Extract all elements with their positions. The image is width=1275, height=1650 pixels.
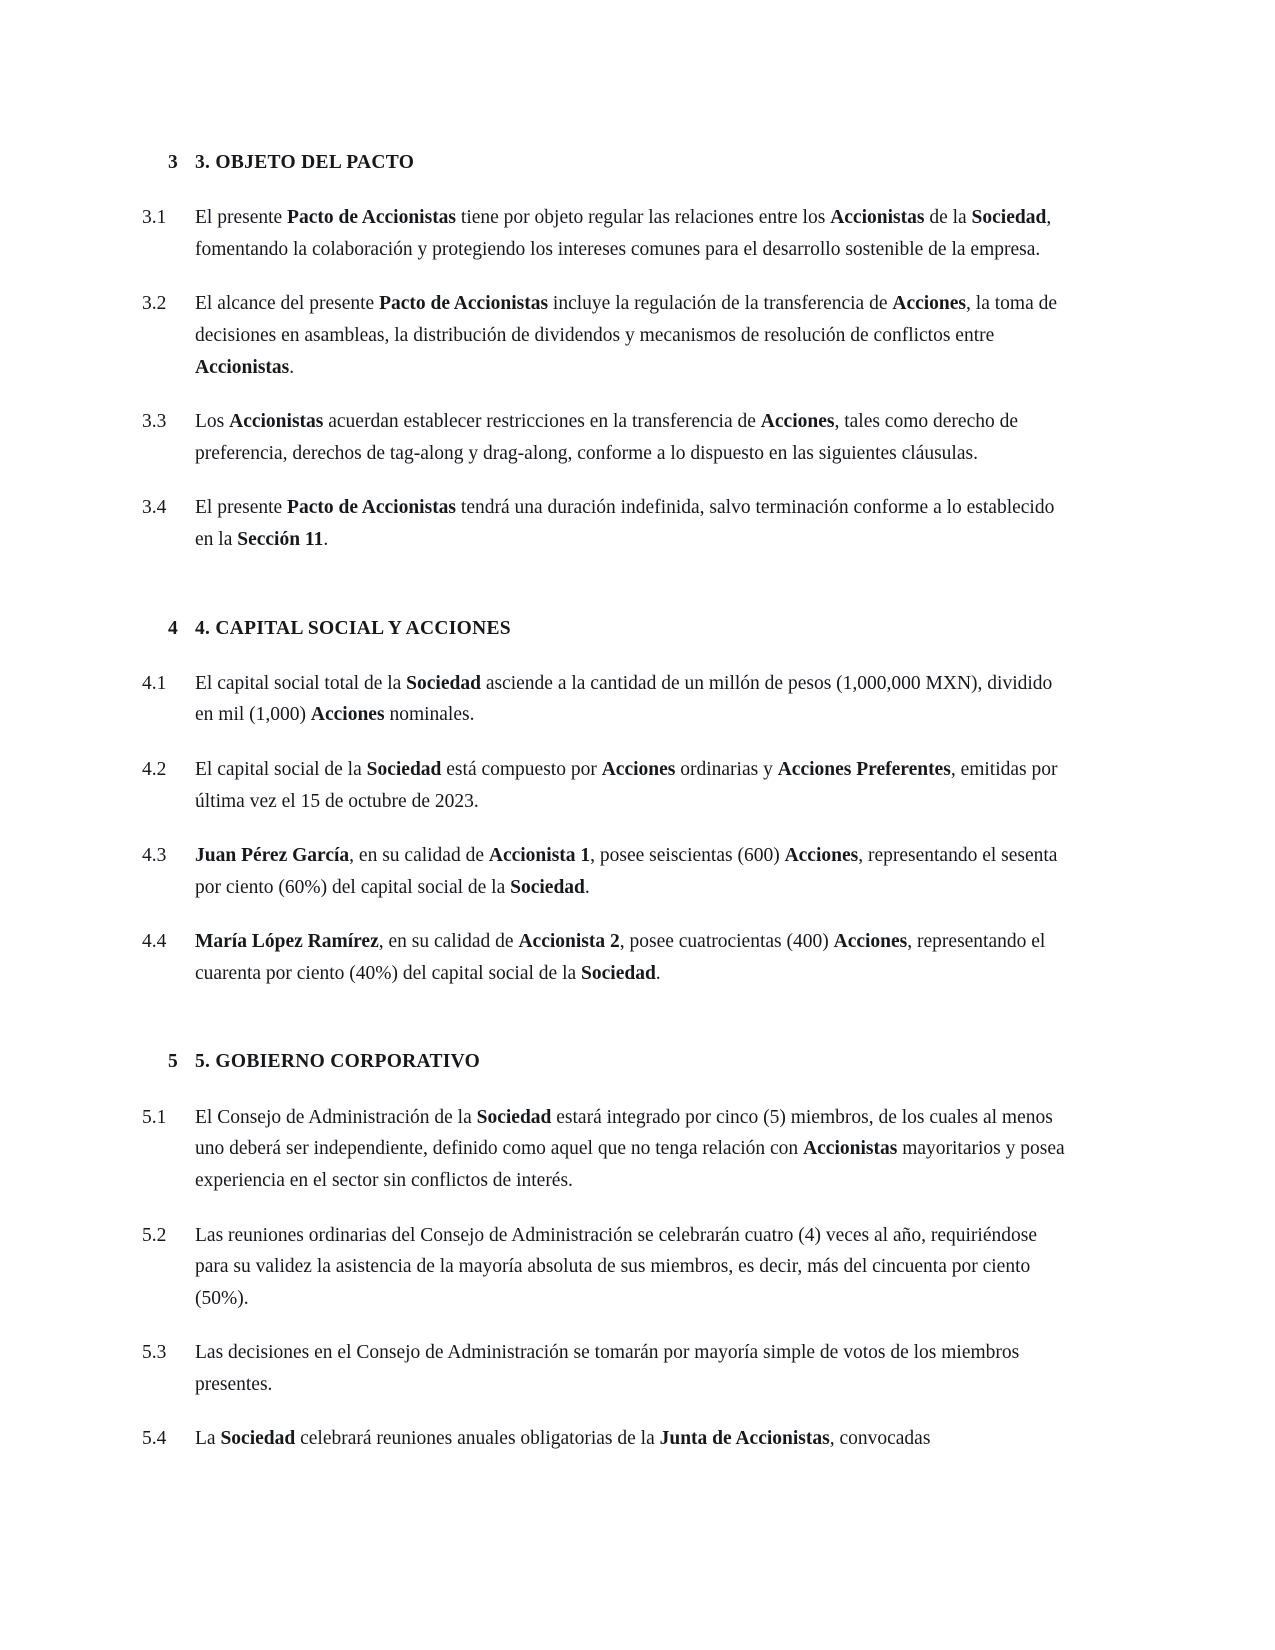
document-body [142, 150, 1075, 1455]
clause-text [195, 1220, 1075, 1315]
text-run: El capital social total de la [195, 672, 407, 694]
text-run: El alcance del presente [195, 293, 380, 315]
emphasis-term: Acciones [760, 411, 835, 433]
text-run: de la [924, 207, 972, 229]
text-run: nominales. [384, 704, 475, 726]
clause-number: 5.2 [142, 1224, 167, 1246]
text-run: estará integrado por cinco (5) miembros, de los cuales al menos uno deberá ser independiente, definido como aquel que no tenga relación con [195, 1106, 1053, 1160]
text-run: El presente [195, 207, 288, 229]
text-run: tiene por objeto regular las relaciones entre los [456, 207, 831, 229]
clause-number: 4.3 [142, 845, 167, 867]
clause-text [195, 668, 1075, 731]
emphasis-term: Sección 11 [237, 528, 324, 550]
text-run: incluye la regulación de la transferencia de [548, 293, 893, 315]
emphasis-term: Pacto de Accionistas [379, 293, 549, 315]
emphasis-term: María López Ramírez [195, 931, 379, 953]
emphasis-term: Juan Pérez García [195, 845, 350, 867]
section-title: 3. OBJETO DEL PACTO [195, 152, 415, 173]
emphasis-term: Acciones [892, 293, 967, 315]
document-section [142, 1049, 1075, 1455]
emphasis-term: Acciones [833, 931, 908, 953]
clause [142, 1102, 1075, 1197]
text-run: El capital social de la [195, 758, 367, 780]
emphasis-term: Sociedad [510, 876, 585, 898]
text-run: , en su calidad de [378, 931, 519, 953]
section-number: 5 [168, 1051, 178, 1073]
text-run: ordinarias y [675, 758, 778, 780]
emphasis-term: Sociedad [220, 1428, 296, 1450]
clause-number: 3.3 [142, 411, 167, 433]
text-run: , representando el sesenta por ciento (60%) del capital social de la [195, 845, 1058, 898]
section-number: 3 [168, 152, 178, 173]
emphasis-term: Sociedad [476, 1106, 552, 1128]
emphasis-term: Accionistas [830, 207, 925, 229]
text-run: , posee seiscientas (600) [590, 845, 785, 867]
text-run: Las decisiones en el Consejo de Administración se tomarán por mayoría simple de votos de los miembros presentes. [195, 1342, 1020, 1395]
clause-number: 3.1 [142, 207, 167, 229]
emphasis-term: Acciones Preferentes [777, 758, 951, 780]
clause-number: 3.2 [142, 293, 167, 315]
clause-text [195, 492, 1075, 555]
section-heading [142, 1049, 1075, 1075]
text-run: tendrá una duración indefinida, salvo terminación conforme a lo establecido en la [195, 497, 1055, 550]
emphasis-term: Pacto de Accionistas [287, 497, 457, 519]
text-run: está compuesto por [441, 758, 602, 780]
clause-text [195, 926, 1075, 989]
emphasis-term: Acciones [601, 758, 676, 780]
clause-text [195, 406, 1075, 469]
text-run: , convocadas [829, 1428, 931, 1450]
clause [142, 406, 1075, 469]
emphasis-term: Sociedad [406, 672, 481, 694]
text-run: El Consejo de Administración de la [195, 1106, 477, 1128]
emphasis-term: Accionistas [803, 1138, 898, 1160]
clause-number: 5.1 [142, 1106, 167, 1128]
text-run: , emitidas por última vez el 15 de octubre de 2023. [195, 758, 1058, 812]
emphasis-term: Sociedad [971, 207, 1047, 229]
text-run: , en su calidad de [349, 845, 489, 867]
clause [142, 754, 1075, 817]
text-run: La [195, 1428, 221, 1450]
text-run: , posee cuatrocientas (400) [619, 931, 834, 953]
section-heading [142, 150, 1075, 176]
clause [142, 492, 1075, 555]
section-title: 5. GOBIERNO CORPORATIVO [195, 1051, 481, 1073]
clause-number: 4.1 [142, 672, 167, 694]
section-heading [142, 616, 1075, 642]
text-run: Los [195, 411, 230, 433]
clause [142, 1337, 1075, 1400]
section-title: 4. CAPITAL SOCIAL Y ACCIONES [195, 617, 511, 639]
text-run: . [289, 356, 295, 378]
section-number: 4 [168, 617, 178, 639]
emphasis-term: Acciones [310, 704, 385, 726]
clause-text [195, 288, 1075, 383]
clause-number: 4.2 [142, 758, 167, 780]
clause [142, 926, 1075, 989]
document-section [142, 150, 1075, 556]
text-run: asciende a la cantidad de un millón de pesos (1,000,000 MXN), dividido en mil (1,000) [195, 672, 1053, 726]
text-run: , fomentando la colaboración y protegiendo los intereses comunes para el desarrollo sostenible de la empresa. [195, 207, 1052, 260]
emphasis-term: Sociedad [366, 758, 442, 780]
emphasis-term: Accionista 2 [518, 931, 620, 953]
text-run: . [323, 528, 329, 550]
text-run: mayoritarios y posea experiencia en el sector sin conflictos de interés. [195, 1138, 1065, 1191]
text-run: , la toma de decisiones en asambleas, la distribución de dividendos y mecanismos de resolución de conflictos entre [195, 293, 1057, 347]
emphasis-term: Sociedad [581, 962, 656, 984]
emphasis-term: Accionista 1 [488, 845, 591, 867]
text-run: . [584, 876, 590, 898]
text-run: . [655, 962, 661, 984]
text-run: Las reuniones ordinarias del Consejo de Administración se celebrarán cuatro (4) veces al año, requiriéndose para su validez la asistencia de la mayoría absoluta de sus miembros, es decir, más del cincuenta por ciento (50%). [195, 1224, 1037, 1309]
clause [142, 668, 1075, 731]
emphasis-term: Pacto de Accionistas [287, 207, 457, 229]
clause [142, 288, 1075, 383]
emphasis-term: Accionistas [229, 411, 324, 433]
clause [142, 840, 1075, 903]
text-run: , representando el cuarenta por ciento (40%) del capital social de la [195, 931, 1046, 984]
document-section [142, 616, 1075, 990]
clause [142, 202, 1075, 265]
clause-text [195, 1423, 1075, 1455]
emphasis-term: Acciones [784, 845, 859, 867]
clause-number: 3.4 [142, 497, 167, 519]
clause-number: 5.3 [142, 1342, 167, 1364]
clause-number: 5.4 [142, 1428, 167, 1450]
clause-text [195, 1337, 1075, 1400]
text-run: El presente [195, 497, 288, 519]
emphasis-term: Accionistas [195, 356, 290, 378]
emphasis-term: Junta de Accionistas [659, 1428, 830, 1450]
clause-text [195, 1102, 1075, 1197]
clause-number: 4.4 [142, 931, 167, 953]
clause-text [195, 754, 1075, 817]
text-run: celebrará reuniones anuales obligatorias de la [295, 1428, 660, 1450]
clause-text [195, 202, 1075, 265]
text-run: , tales como derecho de preferencia, derechos de tag-along y drag-along, conforme a lo dispuesto en las siguientes cláusulas. [195, 411, 1018, 464]
clause [142, 1220, 1075, 1315]
text-run: acuerdan establecer restricciones en la transferencia de [323, 411, 761, 433]
clause [142, 1423, 1075, 1455]
clause-text [195, 840, 1075, 903]
